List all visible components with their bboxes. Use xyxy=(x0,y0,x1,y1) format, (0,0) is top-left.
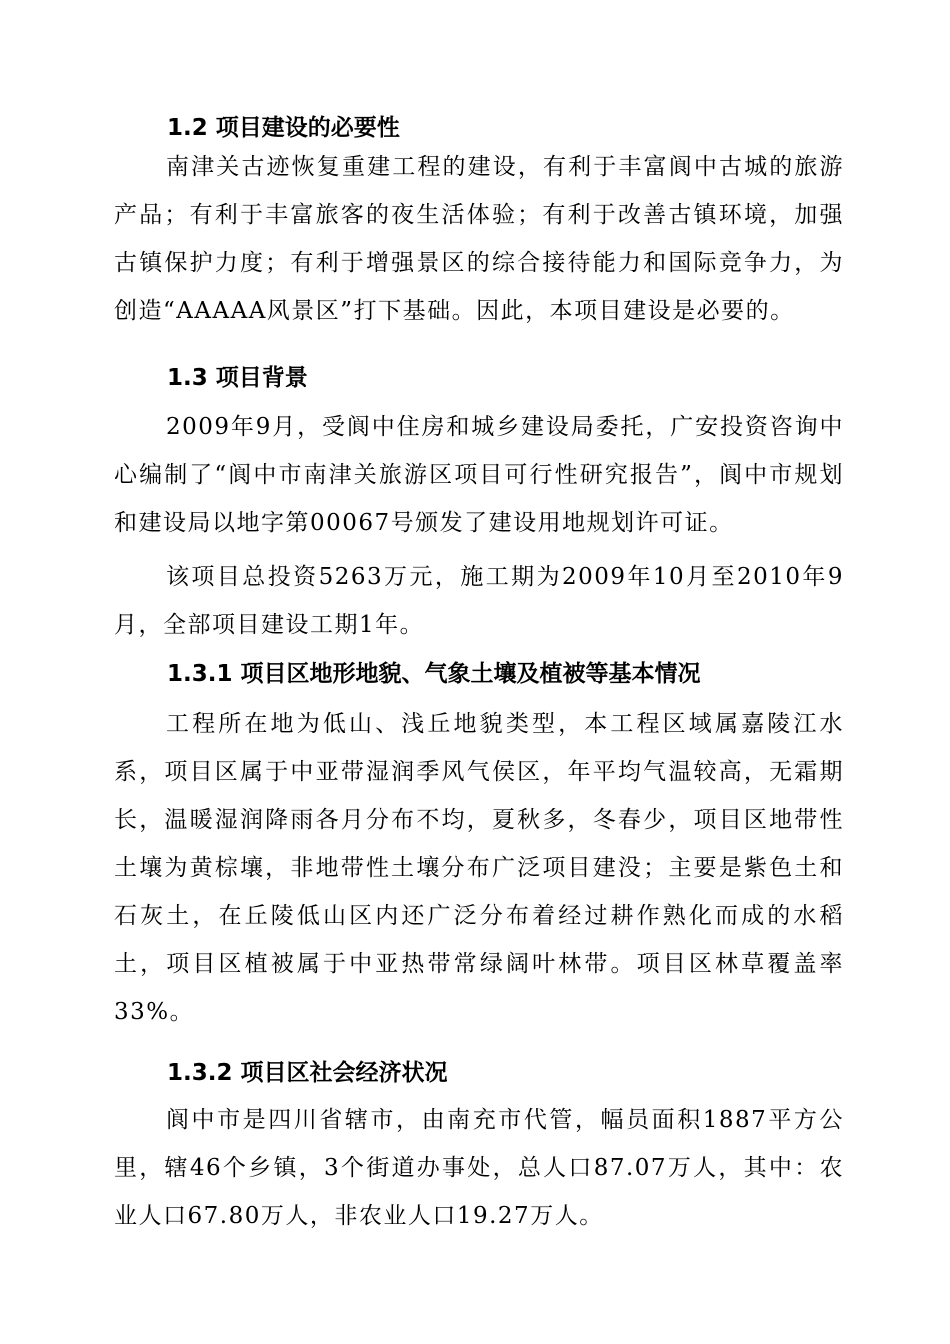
section-heading-1-3: 1.3 项目背景 xyxy=(167,365,308,391)
paragraph-background-1: 2009年9月，受阆中住房和城乡建设局委托，广安投资咨询中心编制了“阆中市南津关旅游区项目可行性研究报告”，阆中市规划和建设局以地字第00067号颁发了建设用地规划许可证。 xyxy=(114,414,844,536)
paragraph-economy: 阆中市是四川省辖市，由南充市代管，幅员面积1887平方公里，辖46个乡镇，3个街道办事处，总人口87.07万人，其中：农业人口67.80万人，非农业人口19.27万人。 xyxy=(114,1107,844,1229)
paragraph-necessity: 南津关古迹恢复重建工程的建设，有利于丰富阆中古城的旅游产品；有利于丰富旅客的夜生活体验；有利于改善古镇环境，加强古镇保护力度；有利于增强景区的综合接待能力和国际竞争力，为创造“AAAAA风景区”打下基础。因此，本项目建设是必要的。 xyxy=(114,154,844,324)
section-heading-1-2: 1.2 项目建设的必要性 xyxy=(167,115,400,141)
paragraph-terrain: 工程所在地为低山、浅丘地貌类型，本工程区域属嘉陵江水系，项目区属于中亚带湿润季风气侯区，年平均气温较高，无霜期长，温暖湿润降雨各月分布不均，夏秋多，冬春少，项目区地带性土壤为黄棕壤，非地带性土壤分布广泛项目建没；主要是紫色土和石灰土，在丘陵低山区内还广泛分布着经过耕作熟化而成的水稻土，项目区植被属于中亚热带常绿阔叶林带。项目区林草覆盖率33%。 xyxy=(114,711,844,1025)
paragraph-background-2: 该项目总投资5263万元，施工期为2009年10月至2010年9月，全部项目建设工期1年。 xyxy=(114,564,844,638)
section-heading-1-3-2: 1.3.2 项目区社会经济状况 xyxy=(167,1060,448,1086)
section-heading-1-3-1: 1.3.1 项目区地形地貌、气象土壤及植被等基本情况 xyxy=(167,661,701,687)
